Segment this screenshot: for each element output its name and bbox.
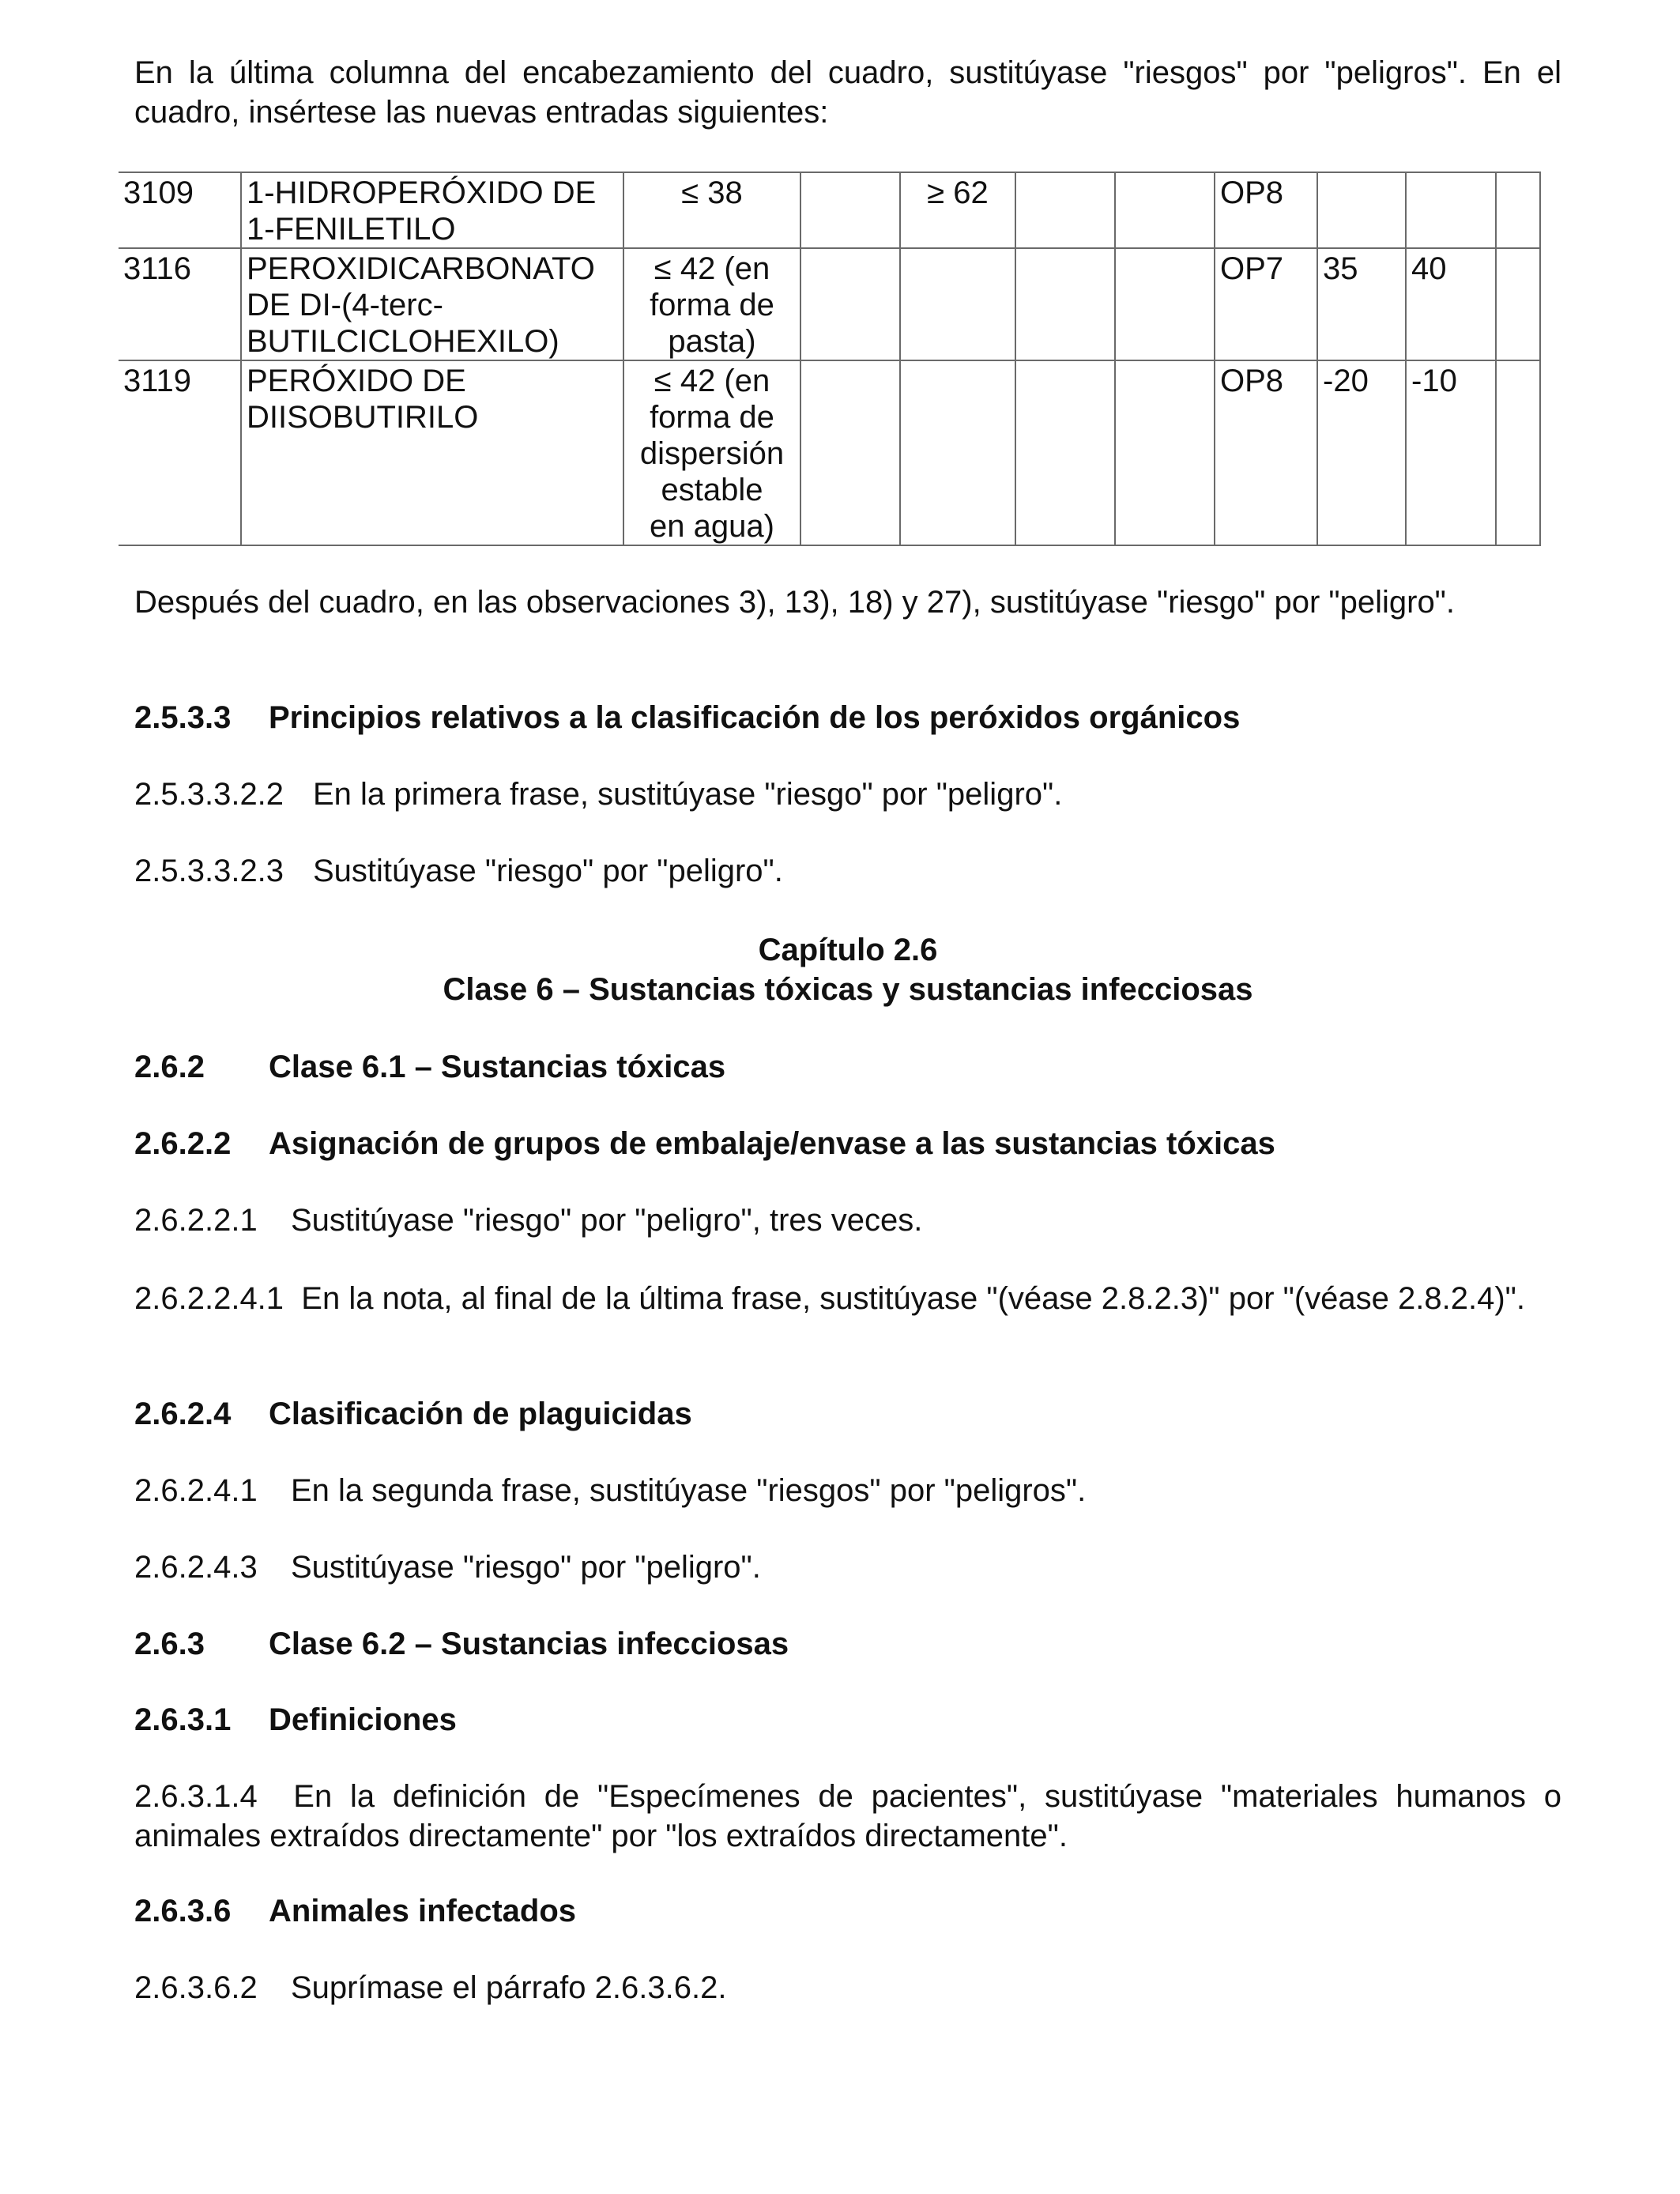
cell-column-6 [1015,172,1115,248]
heading-title: Clase 6.1 – Sustancias tóxicas [269,1050,726,1084]
cell-column-11 [1496,248,1540,360]
paragraph-text: En la segunda frase, sustitúyase "riesgos" por "peligros". [291,1473,1087,1508]
cell-line: ≤ 42 (en [654,364,770,398]
paragraph-text: Sustitúyase "riesgo" por "peligro", tres veces. [291,1203,923,1238]
cell-emergency-temperature: 40 [1406,248,1496,360]
heading-number: 2.5.3.3 [134,700,232,735]
table-row [119,172,1540,248]
cell-line: en agua) [650,509,774,544]
heading-title: Clase 6.2 – Sustancias infecciosas [269,1627,789,1661]
heading-title: Definiciones [269,1702,457,1737]
cell-control-temperature: 35 [1317,248,1406,360]
cell-packing-method: OP7 [1215,248,1317,360]
cell-line: ≤ 38 [681,175,743,210]
heading-title: Animales infectados [269,1894,577,1928]
paragraph-text: En la primera frase, sustitúyase "riesgo" por "peligro". [313,777,1063,812]
paragraph-2-5-3-3-2-3 [134,851,1561,891]
paragraph-text: Sustitúyase "riesgo" por "peligro". [313,854,783,888]
cell-column-6 [1015,360,1115,545]
cell-substance-name [241,248,623,360]
heading-number: 2.6.3.6 [134,1894,232,1928]
cell-line: BUTILCICLOHEXILO) [247,324,559,359]
cell-un-number: 3109 [119,172,241,248]
after-table-paragraph: Después del cuadro, en las observaciones 3), 13), 18) y 27), sustitúyase "riesgo" por "peligro". [134,585,1455,620]
heading-2-6-3 [134,1624,1561,1664]
cell-un-number: 3119 [119,360,241,545]
heading-2-6-2 [134,1047,1561,1087]
paragraph-text: En la nota, al final de la última frase, sustitúyase "(véase 2.8.2.3)" por "(véase 2.8.2.4)". [301,1281,1525,1316]
paragraph-2-6-2-2-1 [134,1201,1561,1240]
cell-column-11 [1496,360,1540,545]
paragraph-2-6-3-6-2 [134,1968,1561,2007]
cell-line: pasta) [668,324,756,359]
paragraph-2-5-3-3-2-2 [134,775,1561,814]
cell-emergency-temperature: -10 [1406,360,1496,545]
chapter-title: Clase 6 – Sustancias tóxicas y sustancias infecciosas [443,972,1253,1007]
cell-packing-method: OP8 [1215,360,1317,545]
paragraph-number: 2.6.3.6.2 [134,1970,258,2005]
cell-column-4 [800,248,900,360]
cell-line: dispersión [639,436,785,471]
cell-column-7 [1115,172,1215,248]
paragraph-2-6-2-4-1 [134,1471,1561,1510]
paragraph-number: 2.6.2.2.1 [134,1203,258,1238]
cell-column-4 [800,172,900,248]
cell-column-11 [1496,172,1540,248]
heading-number: 2.6.2.2 [134,1126,232,1161]
heading-2-6-2-2 [134,1124,1561,1163]
cell-line: 1-FENILETILO [247,212,456,247]
cell-column-7 [1115,248,1215,360]
cell-line: ≤ 42 (en [654,251,770,286]
heading-2-6-3-1 [134,1700,1561,1740]
cell-substance-name [241,172,623,248]
paragraph-2-6-2-4-3 [134,1547,1561,1587]
table-row [119,360,1540,545]
cell-column-5: ≥ 62 [900,172,1015,248]
paragraph-number: 2.6.2.2.4.1 [134,1281,284,1316]
heading-2-5-3-3 [134,698,1561,737]
paragraph-text: Suprímase el párrafo 2.6.3.6.2. [291,1970,727,2005]
cell-column-6 [1015,248,1115,360]
cell-un-number: 3116 [119,248,241,360]
paragraph-number: 2.6.2.4.1 [134,1473,258,1508]
paragraph-number: 2.6.3.1.4 [134,1779,258,1814]
cell-line: estable [661,473,763,507]
cell-column-5 [900,360,1015,545]
cell-control-temperature: -20 [1317,360,1406,545]
peroxide-table [119,172,1541,546]
heading-2-6-3-6 [134,1891,1561,1931]
heading-title: Asignación de grupos de embalaje/envase a las sustancias tóxicas [269,1126,1275,1161]
cell-concentration [623,248,800,360]
heading-number: 2.6.2.4 [134,1397,232,1431]
table-row [119,248,1540,360]
paragraph-number: 2.5.3.3.2.3 [134,854,284,888]
cell-line: forma de [650,288,774,322]
cell-control-temperature [1317,172,1406,248]
cell-line: forma de [650,400,774,435]
cell-column-7 [1115,360,1215,545]
cell-concentration [623,172,800,248]
paragraph-number: 2.5.3.3.2.2 [134,777,284,812]
paragraph-number: 2.6.2.4.3 [134,1550,258,1585]
paragraph-2-6-3-1-4 [134,1777,1561,1856]
heading-2-6-2-4 [134,1394,1561,1434]
heading-number: 2.6.3.1 [134,1702,232,1737]
cell-emergency-temperature [1406,172,1496,248]
cell-line: DIISOBUTIRILO [247,400,479,435]
cell-column-4 [800,360,900,545]
heading-number: 2.6.2 [134,1050,205,1084]
heading-title: Principios relativos a la clasificación de los peróxidos orgánicos [269,700,1241,735]
cell-column-5 [900,248,1015,360]
heading-title: Clasificación de plaguicidas [269,1397,692,1431]
chapter-label: Capítulo 2.6 [758,933,938,967]
cell-packing-method: OP8 [1215,172,1317,248]
paragraph-text: En la definición de "Especímenes de pacientes", sustitúyase "materiales humanos o animales extraídos directamente" por "los extraídos directamente". [134,1779,1561,1853]
paragraph-text: Sustitúyase "riesgo" por "peligro". [291,1550,761,1585]
paragraph-2-6-2-2-4-1 [134,1279,1561,1318]
cell-substance-name [241,360,623,545]
intro-paragraph: En la última columna del encabezamiento del cuadro, sustitúyase "riesgos" por "peligros". En el cuadro, insértese las nuevas entradas siguientes: [134,55,1561,130]
cell-line: PERÓXIDO DE [247,364,466,398]
cell-line: 1-HIDROPERÓXIDO DE [247,175,597,210]
heading-number: 2.6.3 [134,1627,205,1661]
cell-line: DE DI-(4-terc- [247,288,443,322]
table-body [119,172,1540,545]
cell-concentration [623,360,800,545]
cell-line: PEROXIDICARBONATO [247,251,595,286]
